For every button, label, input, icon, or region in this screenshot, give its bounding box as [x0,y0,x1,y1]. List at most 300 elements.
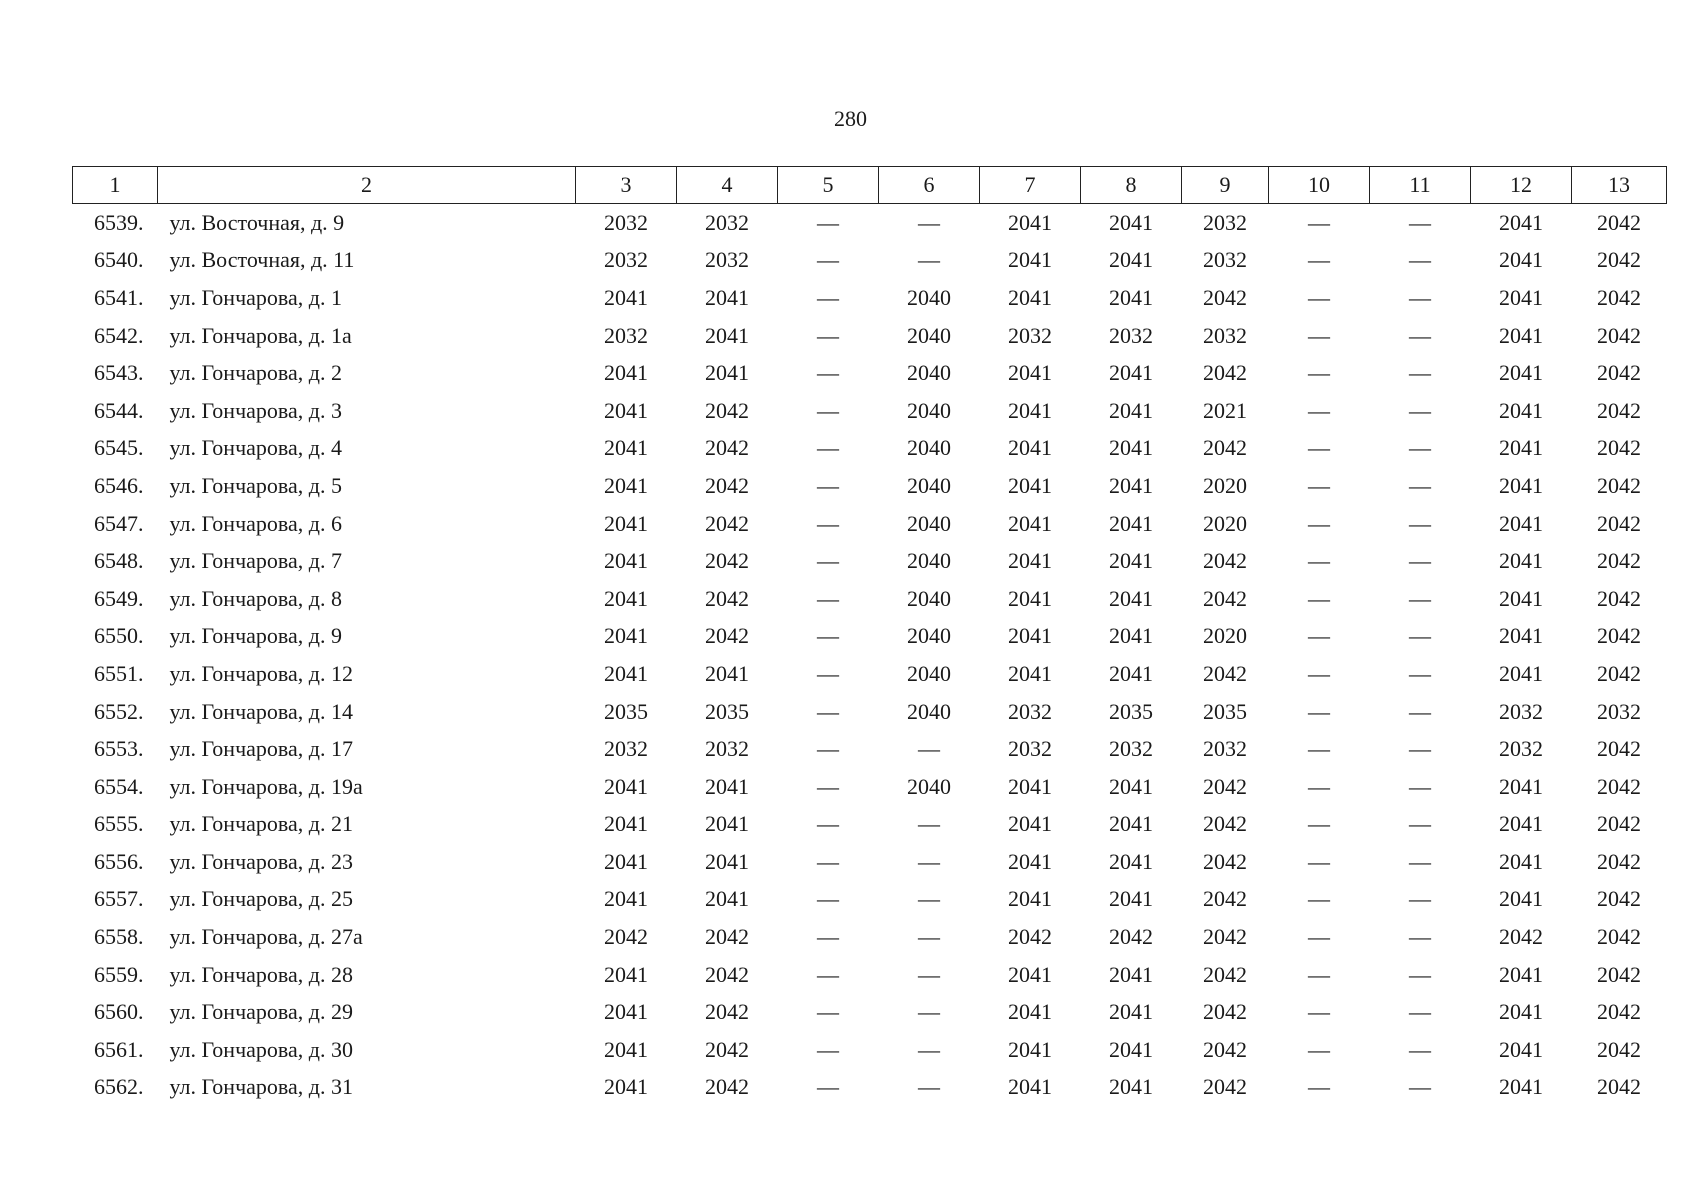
value-cell: — [1308,924,1330,950]
value-cell: 2041 [1008,585,1052,611]
value-cell: 2041 [1109,435,1153,461]
value-cell: — [1308,698,1330,724]
row-number-cell: 6541. [94,284,144,310]
value-cell: 2041 [1109,585,1153,611]
value-cell: 2041 [705,848,749,874]
value-cell: 2040 [907,472,951,498]
value-cell: 2042 [705,397,749,423]
value-cell: 2041 [604,961,648,987]
value-cell: 2041 [1499,999,1543,1025]
row-number-cell: 6557. [94,886,144,912]
value-cell: 2032 [705,736,749,762]
value-cell: — [817,961,839,987]
table-row [73,279,1667,317]
value-cell: — [1308,623,1330,649]
value-cell: 2035 [1109,698,1153,724]
value-cell: 2042 [1597,247,1641,273]
value-cell: 2041 [1499,660,1543,686]
value-cell: 2041 [1109,284,1153,310]
value-cell: 2042 [1008,924,1052,950]
value-cell: — [918,924,940,950]
value-cell: 2042 [1203,886,1247,912]
value-cell: — [817,284,839,310]
value-cell: 2041 [1499,848,1543,874]
value-cell: 2041 [604,585,648,611]
value-cell: 2040 [907,623,951,649]
value-cell: — [817,548,839,574]
value-cell: 2040 [907,397,951,423]
value-cell: 2042 [1597,961,1641,987]
value-cell: — [1308,360,1330,386]
value-cell: — [1409,886,1431,912]
column-header: 1 [73,167,158,204]
value-cell: 2020 [1203,472,1247,498]
value-cell: — [918,1074,940,1100]
address-cell: ул. Гончарова, д. 9 [169,623,342,649]
value-cell: 2042 [1203,435,1247,461]
value-cell: 2042 [1203,961,1247,987]
value-cell: — [918,999,940,1025]
value-cell: 2041 [1008,472,1052,498]
value-cell: — [1409,322,1431,348]
value-cell: 2041 [705,360,749,386]
value-cell: — [817,924,839,950]
table-row [73,768,1667,806]
address-cell: ул. Гончарова, д. 17 [169,736,353,762]
value-cell: 2042 [1203,999,1247,1025]
value-cell: 2042 [1597,585,1641,611]
row-number-cell: 6545. [94,435,144,461]
value-cell: 2042 [1597,773,1641,799]
value-cell: 2042 [705,961,749,987]
value-cell: — [1308,209,1330,235]
table-row [73,430,1667,468]
value-cell: 2042 [604,924,648,950]
value-cell: 2041 [1109,472,1153,498]
value-cell: 2041 [705,660,749,686]
row-number-cell: 6559. [94,961,144,987]
value-cell: 2041 [1008,623,1052,649]
value-cell: — [1409,736,1431,762]
value-cell: 2035 [705,698,749,724]
page-number: 280 [834,106,867,131]
value-cell: — [817,698,839,724]
value-cell: 2041 [705,284,749,310]
value-cell: 2041 [604,999,648,1025]
value-cell: 2042 [1597,811,1641,837]
value-cell: 2020 [1203,510,1247,536]
address-cell: ул. Гончарова, д. 1 [169,284,342,310]
column-header-row [73,167,1667,204]
value-cell: 2041 [1109,623,1153,649]
row-number-cell: 6560. [94,999,144,1025]
table-row [73,580,1667,618]
table-row [73,806,1667,844]
value-cell: 2032 [705,209,749,235]
table-row [73,618,1667,656]
value-cell: 2040 [907,698,951,724]
value-cell: 2041 [1109,209,1153,235]
value-cell: 2042 [1203,924,1247,950]
value-cell: 2042 [705,585,749,611]
value-cell: 2041 [1109,999,1153,1025]
value-cell: 2041 [1109,1036,1153,1062]
value-cell: 2042 [705,999,749,1025]
address-cell: ул. Восточная, д. 9 [169,209,345,235]
value-cell: 2041 [1008,435,1052,461]
value-cell: — [1308,999,1330,1025]
value-cell: 2042 [1597,999,1641,1025]
value-cell: — [1409,623,1431,649]
column-header: 3 [576,167,677,204]
value-cell: 2042 [1597,924,1641,950]
value-cell: 2041 [1499,472,1543,498]
value-cell: — [1308,773,1330,799]
value-cell: — [918,811,940,837]
value-cell: 2040 [907,510,951,536]
value-cell: — [817,397,839,423]
value-cell: 2042 [1597,472,1641,498]
column-header: 9 [1182,167,1269,204]
value-cell: 2041 [604,623,648,649]
value-cell: — [918,1036,940,1062]
address-cell: ул. Гончарова, д. 23 [169,848,353,874]
value-cell: 2041 [604,1036,648,1062]
address-cell: ул. Восточная, д. 11 [169,247,355,273]
value-cell: 2042 [1203,585,1247,611]
value-cell: — [1308,472,1330,498]
address-cell: ул. Гончарова, д. 14 [169,698,353,724]
row-number-cell: 6561. [94,1036,144,1062]
row-number-cell: 6562. [94,1074,144,1100]
row-number-cell: 6547. [94,510,144,536]
value-cell: 2041 [1499,585,1543,611]
value-cell: — [1308,435,1330,461]
value-cell: 2042 [1203,1036,1247,1062]
value-cell: 2040 [907,548,951,574]
value-cell: 2041 [1008,1074,1052,1100]
value-cell: — [1308,848,1330,874]
address-cell: ул. Гончарова, д. 6 [169,510,342,536]
value-cell: 2042 [1203,811,1247,837]
value-cell: 2032 [604,209,648,235]
value-cell: — [1409,548,1431,574]
value-cell: — [1308,886,1330,912]
value-cell: 2042 [1597,209,1641,235]
value-cell: 2041 [1499,247,1543,273]
value-cell: — [918,209,940,235]
value-cell: 2041 [1499,886,1543,912]
value-cell: — [817,1036,839,1062]
value-cell: — [1308,811,1330,837]
column-header: 8 [1081,167,1182,204]
value-cell: 2032 [1008,698,1052,724]
column-header: 7 [980,167,1081,204]
value-cell: 2032 [1597,698,1641,724]
value-cell: 2042 [705,623,749,649]
value-cell: — [1308,322,1330,348]
value-cell: 2042 [1597,435,1641,461]
address-cell: ул. Гончарова, д. 28 [169,961,353,987]
value-cell: 2041 [1499,322,1543,348]
value-cell: 2032 [1203,247,1247,273]
value-cell: — [817,886,839,912]
value-cell: 2041 [1499,510,1543,536]
value-cell: 2041 [604,548,648,574]
row-number-cell: 6546. [94,472,144,498]
value-cell: 2041 [1008,811,1052,837]
value-cell: 2041 [705,322,749,348]
row-number-cell: 6556. [94,848,144,874]
value-cell: 2041 [1499,360,1543,386]
value-cell: 2041 [1008,397,1052,423]
value-cell: 2041 [1008,360,1052,386]
value-cell: 2041 [1109,548,1153,574]
value-cell: 2042 [1499,924,1543,950]
value-cell: — [1409,773,1431,799]
value-cell: 2042 [705,510,749,536]
column-header: 4 [677,167,778,204]
value-cell: — [1409,397,1431,423]
value-cell: 2041 [1008,209,1052,235]
value-cell: 2041 [1109,247,1153,273]
value-cell: 2041 [1008,284,1052,310]
value-cell: 2042 [705,1036,749,1062]
value-cell: — [817,322,839,348]
value-cell: 2041 [1499,1074,1543,1100]
address-cell: ул. Гончарова, д. 5 [169,472,342,498]
value-cell: 2042 [705,435,749,461]
value-cell: 2040 [907,660,951,686]
value-cell: 2041 [1008,773,1052,799]
value-cell: 2041 [1499,435,1543,461]
value-cell: — [817,472,839,498]
value-cell: — [817,360,839,386]
value-cell: — [1409,585,1431,611]
value-cell: 2042 [1109,924,1153,950]
value-cell: 2032 [705,247,749,273]
value-cell: 2041 [1008,961,1052,987]
value-cell: 2042 [1597,548,1641,574]
column-header: 2 [158,167,576,204]
value-cell: 2041 [1109,886,1153,912]
value-cell: — [1308,1036,1330,1062]
value-cell: 2042 [1597,284,1641,310]
table-row [73,542,1667,580]
table-body [73,204,1667,1107]
column-header: 10 [1269,167,1370,204]
value-cell: 2041 [1499,1036,1543,1062]
value-cell: 2041 [604,284,648,310]
value-cell: 2042 [1203,360,1247,386]
value-cell: 2041 [1109,397,1153,423]
value-cell: — [1308,247,1330,273]
value-cell: 2042 [705,548,749,574]
value-cell: — [817,773,839,799]
value-cell: — [1409,811,1431,837]
value-cell: — [1409,510,1431,536]
value-cell: — [1409,999,1431,1025]
value-cell: 2041 [604,435,648,461]
value-cell: 2041 [604,811,648,837]
value-cell: 2035 [1203,698,1247,724]
value-cell: 2041 [1008,999,1052,1025]
value-cell: 2041 [1499,397,1543,423]
value-cell: 2041 [604,510,648,536]
value-cell: 2041 [1109,1074,1153,1100]
value-cell: — [1308,548,1330,574]
value-cell: 2032 [1203,322,1247,348]
value-cell: 2041 [1499,548,1543,574]
value-cell: — [817,510,839,536]
value-cell: 2041 [705,773,749,799]
value-cell: — [817,623,839,649]
value-cell: — [1409,924,1431,950]
value-cell: 2032 [604,247,648,273]
column-header: 6 [879,167,980,204]
value-cell: — [1409,360,1431,386]
value-cell: 2042 [1597,1074,1641,1100]
table-row [73,1069,1667,1107]
value-cell: 2020 [1203,623,1247,649]
value-cell: 2021 [1203,397,1247,423]
row-number-cell: 6551. [94,660,144,686]
value-cell: — [1409,209,1431,235]
value-cell: 2032 [1499,698,1543,724]
value-cell: — [1409,1036,1431,1062]
column-header: 12 [1471,167,1572,204]
value-cell: 2042 [1597,886,1641,912]
value-cell: 2042 [1597,736,1641,762]
address-cell: ул. Гончарова, д. 8 [169,585,342,611]
value-cell: 2042 [705,1074,749,1100]
value-cell: 2042 [1203,1074,1247,1100]
value-cell: — [817,247,839,273]
value-cell: — [918,961,940,987]
value-cell: 2041 [1109,811,1153,837]
value-cell: — [1409,472,1431,498]
value-cell: 2032 [604,322,648,348]
value-cell: 2041 [1499,623,1543,649]
address-cell: ул. Гончарова, д. 21 [169,811,353,837]
value-cell: — [1308,284,1330,310]
value-cell: 2041 [1008,247,1052,273]
table-row [73,956,1667,994]
row-number-cell: 6544. [94,397,144,423]
address-cell: ул. Гончарова, д. 2 [169,360,342,386]
value-cell: 2042 [1203,548,1247,574]
address-cell: ул. Гончарова, д. 4 [169,435,342,461]
value-cell: 2041 [604,773,648,799]
value-cell: 2042 [1597,322,1641,348]
table-row [73,655,1667,693]
address-cell: ул. Гончарова, д. 30 [169,1036,353,1062]
value-cell: — [1409,848,1431,874]
value-cell: — [817,811,839,837]
value-cell: 2042 [1597,397,1641,423]
value-cell: 2042 [1597,623,1641,649]
value-cell: — [1409,698,1431,724]
value-cell: — [1308,510,1330,536]
value-cell: 2041 [1008,660,1052,686]
address-cell: ул. Гончарова, д. 7 [169,548,342,574]
value-cell: 2042 [705,472,749,498]
value-cell: — [1409,1074,1431,1100]
value-cell: 2042 [1597,360,1641,386]
value-cell: 2041 [1499,209,1543,235]
row-number-cell: 6543. [94,360,144,386]
value-cell: 2041 [604,472,648,498]
value-cell: 2040 [907,360,951,386]
value-cell: 2041 [604,360,648,386]
value-cell: 2041 [1499,773,1543,799]
row-number-cell: 6548. [94,548,144,574]
value-cell: — [817,999,839,1025]
value-cell: — [817,209,839,235]
value-cell: 2041 [1008,510,1052,536]
value-cell: — [817,736,839,762]
column-header: 11 [1370,167,1471,204]
value-cell: — [1308,736,1330,762]
column-header: 5 [778,167,879,204]
value-cell: — [918,848,940,874]
value-cell: 2042 [1597,660,1641,686]
row-number-cell: 6540. [94,247,144,273]
table-row [73,317,1667,355]
value-cell: 2032 [1008,322,1052,348]
value-cell: 2032 [1499,736,1543,762]
table-row [73,242,1667,280]
value-cell: 2041 [705,811,749,837]
value-cell: — [918,886,940,912]
address-cell: ул. Гончарова, д. 29 [169,999,353,1025]
value-cell: 2035 [604,698,648,724]
value-cell: — [1409,961,1431,987]
value-cell: 2032 [1109,322,1153,348]
row-number-cell: 6555. [94,811,144,837]
value-cell: 2041 [1008,848,1052,874]
row-number-cell: 6552. [94,698,144,724]
address-cell: ул. Гончарова, д. 31 [169,1074,353,1100]
row-number-cell: 6539. [94,209,144,235]
value-cell: — [1308,397,1330,423]
row-number-cell: 6542. [94,322,144,348]
value-cell: 2041 [1008,1036,1052,1062]
value-cell: 2040 [907,773,951,799]
value-cell: — [918,736,940,762]
value-cell: 2041 [1499,811,1543,837]
value-cell: 2040 [907,585,951,611]
table-row [73,467,1667,505]
table-row [73,881,1667,919]
table-row [73,843,1667,881]
value-cell: 2041 [1499,284,1543,310]
value-cell: — [817,435,839,461]
value-cell: 2041 [604,397,648,423]
value-cell: 2041 [1109,961,1153,987]
value-cell: — [817,848,839,874]
value-cell: 2042 [1203,773,1247,799]
value-cell: 2041 [1499,961,1543,987]
value-cell: — [817,660,839,686]
value-cell: 2032 [604,736,648,762]
value-cell: 2032 [1203,209,1247,235]
value-cell: 2041 [604,886,648,912]
address-cell: ул. Гончарова, д. 25 [169,886,353,912]
value-cell: — [1308,1074,1330,1100]
table-row [73,730,1667,768]
value-cell: 2041 [604,1074,648,1100]
